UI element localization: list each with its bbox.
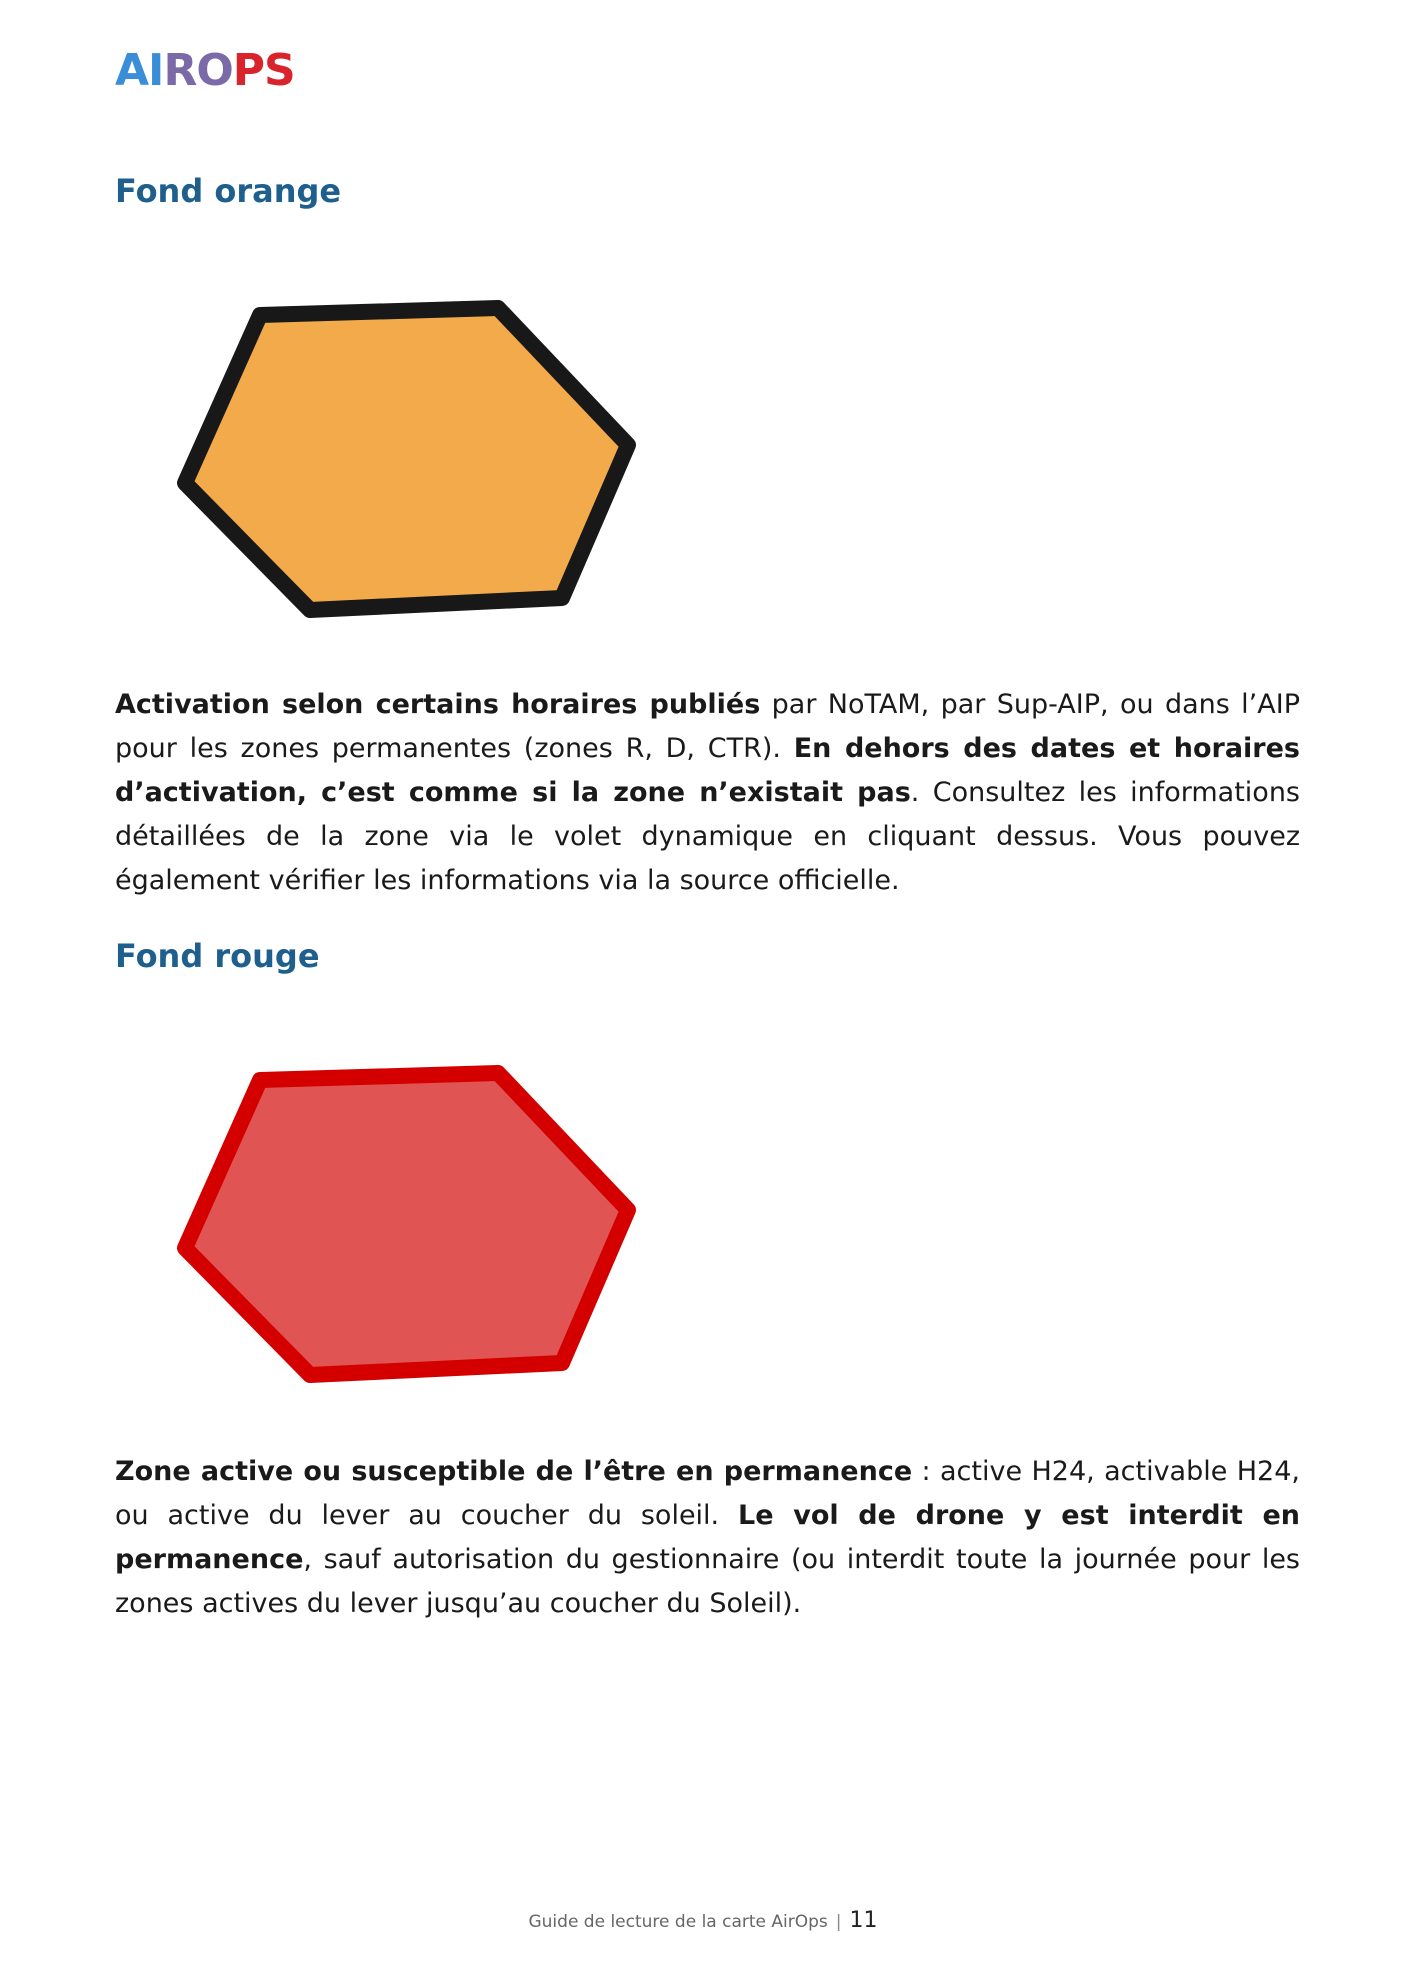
orange-hexagon-shape [185, 308, 628, 610]
red-hexagon-icon [170, 1045, 660, 1405]
section-title-rouge: Fond rouge [115, 937, 320, 975]
logo-text-part3: PS [232, 45, 295, 96]
page-footer [0, 1908, 1406, 1933]
section-paragraph-rouge [115, 1450, 1300, 1626]
red-hexagon-shape [185, 1073, 628, 1375]
logo-text-part2: RO [163, 45, 233, 96]
para-bold-1: Zone active ou susceptible de l’être en permanence [115, 1456, 913, 1487]
para-text-2: : active H24, activable H24, ou active du lever au coucher du soleil. [115, 1456, 1300, 1531]
section-paragraph-orange [115, 683, 1300, 903]
para-bold-1: Activation selon certains horaires publiés [115, 689, 761, 720]
para-text-4: , sauf autorisation du gestionnaire (ou interdit toute la journée pour les zones actives du lever jusqu’au coucher du Soleil). [115, 1544, 1300, 1619]
logo-text-part1: AI [115, 45, 164, 96]
page-number: 11 [849, 1908, 878, 1933]
section-title-orange: Fond orange [115, 172, 342, 210]
para-bold-3: En dehors des dates et horaires d’activation, c’est comme si la zone n’existait pas [115, 733, 1300, 808]
airops-logo [115, 45, 295, 96]
footer-separator: | [835, 1912, 842, 1932]
para-bold-3: Le vol de drone y est interdit en permanence [115, 1500, 1300, 1575]
orange-hexagon-icon [170, 280, 660, 640]
para-text-2: par NoTAM, par Sup-AIP, ou dans l’AIP pour les zones permanentes (zones R, D, CTR). [115, 689, 1300, 764]
footer-text: Guide de lecture de la carte AirOps [528, 1912, 828, 1932]
para-text-4: . Consultez les informations détaillées de la zone via le volet dynamique en cliquant dessus. Vous pouvez également vérifier les informations via la source officielle. [115, 777, 1301, 896]
